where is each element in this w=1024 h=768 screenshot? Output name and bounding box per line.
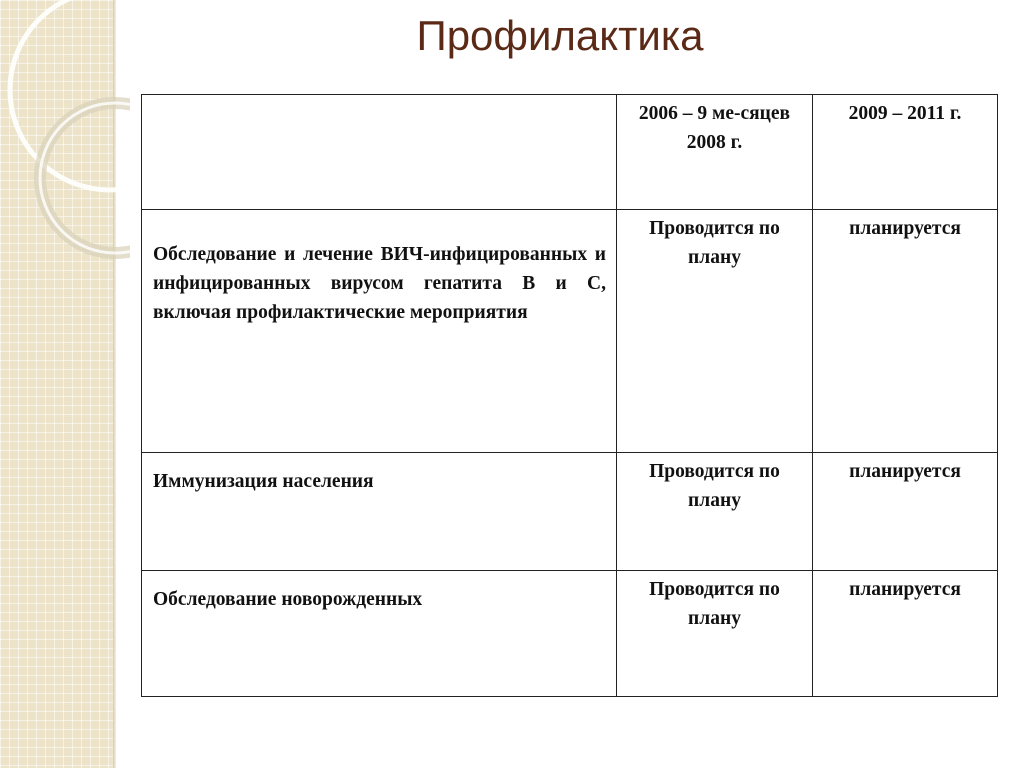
activity-cell: Обследование и лечение ВИЧ-инфицированных и инфицированных вирусом гепатита В и С, включая профилактические мероприятия: [142, 210, 617, 453]
status-cell-period-1: Проводится по плану: [617, 453, 813, 571]
decorative-rings: [0, 0, 130, 260]
table-row: [142, 210, 998, 453]
table-header-row: [142, 95, 998, 210]
prevention-table: [141, 94, 998, 697]
status-cell-period-2: планируется: [813, 210, 998, 453]
table-row: [142, 571, 998, 697]
status-cell-period-2: планируется: [813, 571, 998, 697]
status-cell-period-1: Проводится по плану: [617, 210, 813, 453]
status-cell-period-2: планируется: [813, 453, 998, 571]
status-cell-period-1: Проводится по плану: [617, 571, 813, 697]
table-row: [142, 453, 998, 571]
page-title: Профилактика: [416, 12, 704, 59]
activity-cell: Иммунизация населения: [142, 453, 617, 571]
header-cell-period-2: 2009 – 2011 г.: [813, 95, 998, 210]
header-cell-empty: [142, 95, 617, 210]
header-cell-period-1: 2006 – 9 ме-сяцев 2008 г.: [617, 95, 813, 210]
activity-cell: Обследование новорожденных: [142, 571, 617, 697]
